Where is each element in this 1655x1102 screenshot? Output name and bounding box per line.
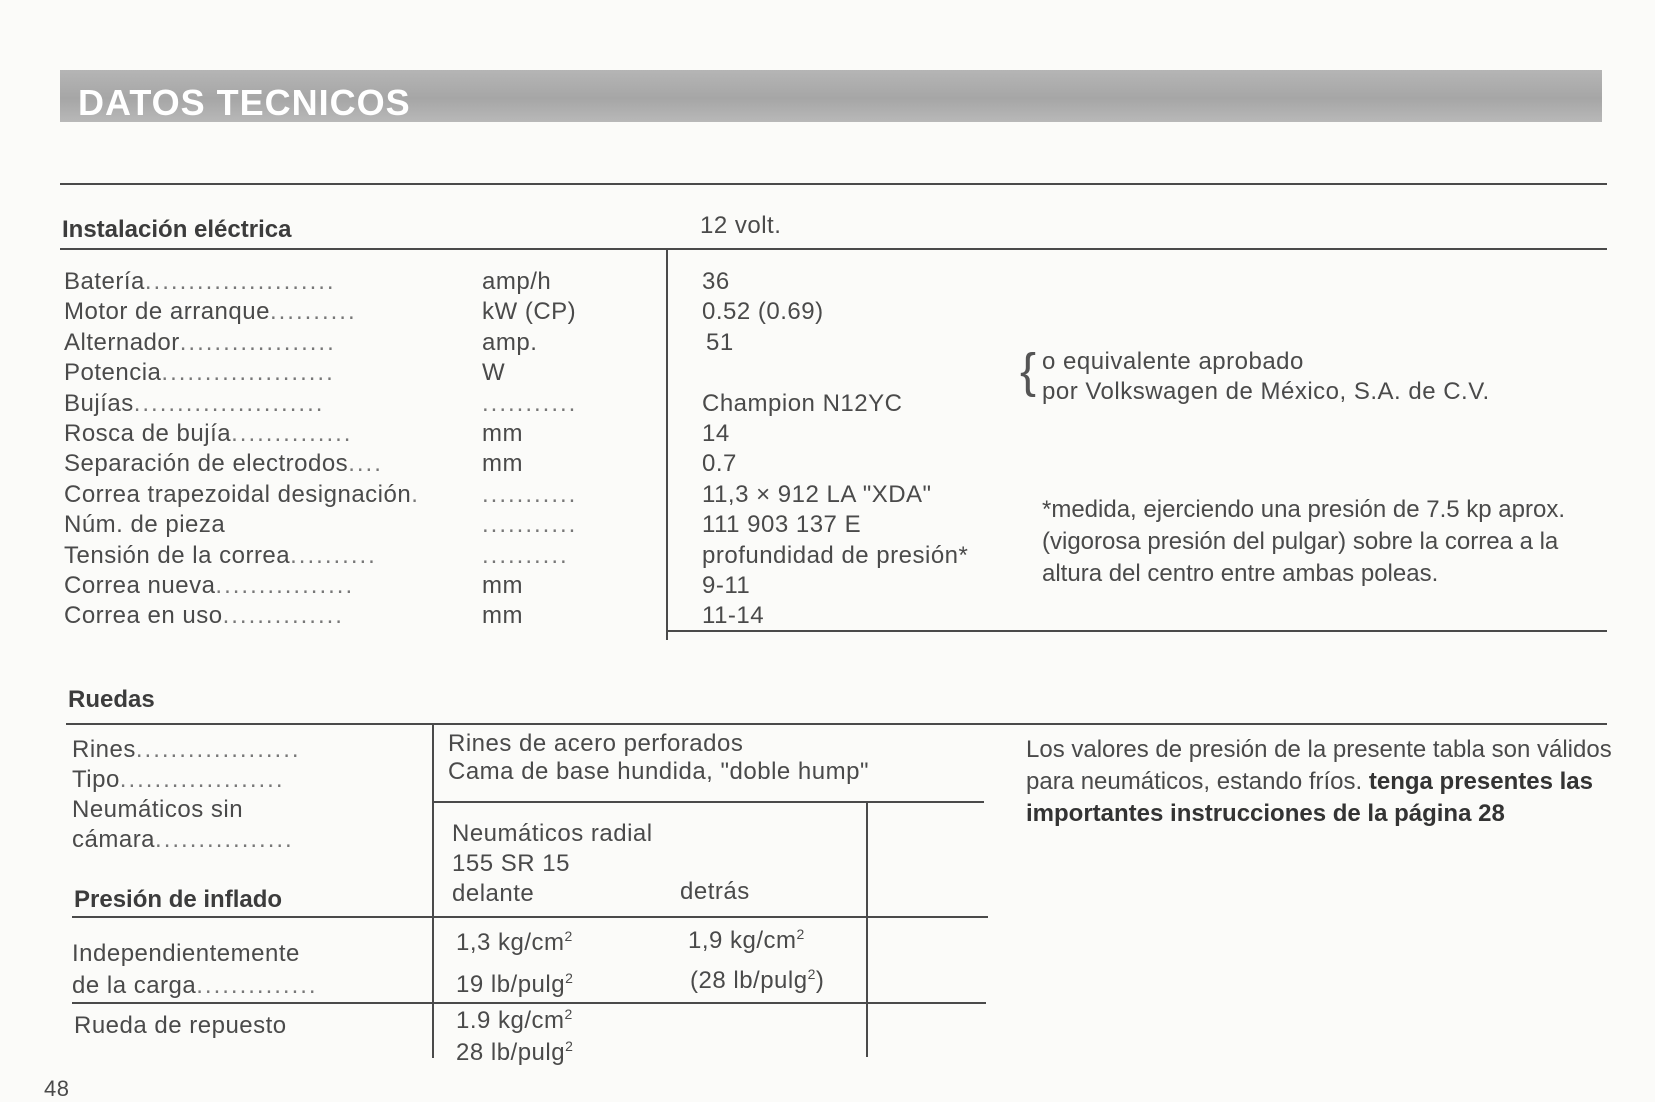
indep-label-2: de la carga.............. — [72, 972, 318, 999]
front-label: delante — [452, 880, 535, 907]
electrical-row-unit: mm — [482, 450, 523, 478]
divider-electrical-header — [60, 248, 1607, 250]
tire-size: 155 SR 15 — [452, 850, 570, 877]
electrical-row-value: 36 — [702, 268, 730, 295]
electrical-row-label: Potencia.................... — [64, 359, 335, 387]
front-pressure-lb: 19 lb/pulg$^2$ — [456, 970, 574, 998]
spare-pressure-kg: 1.9 $kg/cm^2$ — [456, 1006, 573, 1034]
electrical-row-value: 14 — [702, 420, 730, 447]
electrical-row-value: 11-14 — [702, 602, 765, 630]
electrical-row-unit: amp. — [482, 328, 538, 356]
electrical-row-unit: ........... — [482, 389, 578, 417]
divider-top — [60, 183, 1607, 185]
neumaticos-label-1: Neumáticos sin — [72, 796, 244, 823]
electrical-row-value: 51 — [706, 328, 734, 356]
electrical-row-label: Bujías...................... — [64, 389, 325, 417]
section-heading-wheels: Ruedas — [68, 686, 155, 713]
spare-pressure-lb: 28 lb/pulg$^2$ — [456, 1038, 574, 1066]
spare-label: Rueda de repuesto — [74, 1012, 287, 1039]
divider-pressure-header — [72, 916, 988, 918]
electrical-row-unit: ........... — [482, 480, 578, 508]
electrical-row-unit: mm — [482, 602, 523, 630]
electrical-row-value: 0.52 (0.69) — [702, 298, 824, 326]
electrical-row-label: Correa nueva................ — [64, 572, 355, 599]
electrical-row-label: Alternador.................. — [64, 328, 336, 356]
electrical-row-unit: ........... — [482, 511, 578, 539]
front-pressure-kg: 1,3 $kg/cm^2$ — [456, 928, 573, 956]
pressure-note: Los valores de presión de la presente tabla son válidos para neumáticos, estando fríos. tenga presentes las importantes instrucciones de la página 28 — [1026, 736, 1612, 827]
electrical-row-value: 11,3 × 912 LA "XDA" — [702, 480, 932, 508]
electrical-row-label: Separación de electrodos.... — [64, 450, 383, 478]
electrical-row-value: 0.7 — [702, 450, 737, 478]
rear-pressure-lb: (28 lb/pulg$^2$) — [690, 966, 825, 994]
page-title: DATOS TECNICOS — [78, 82, 411, 123]
belt-note: *medida, ejerciendo una presión de 7.5 kp aprox. (vigorosa presión del pulgar) sobre la correa a la altura del centro entre ambas poleas. — [1042, 496, 1566, 587]
electrical-row-value: 9-11 — [702, 572, 751, 599]
pressure-heading: Presión de inflado — [74, 886, 283, 913]
divider-electrical-bottom — [666, 630, 1607, 632]
electrical-row-label: Correa en uso.............. — [64, 602, 344, 630]
electrical-row-label: Batería...................... — [64, 268, 336, 295]
electrical-row-label: Rosca de bujía.............. — [64, 420, 353, 447]
electrical-row-value: 111 903 137 E — [702, 511, 862, 539]
divider-spare — [72, 1002, 986, 1004]
rines-value: Rines de acero perforados — [448, 730, 744, 757]
electrical-row-label: Tensión de la correa.......... — [64, 541, 377, 569]
electrical-row-label: Motor de arranque.......... — [64, 298, 357, 326]
page-number: 48 — [44, 1076, 70, 1101]
divider-electrical-column — [666, 248, 668, 640]
brace-symbol: { — [1020, 345, 1037, 398]
electrical-row-label: Correa trapezoidal designación. — [64, 480, 420, 508]
pressure-note-bold: tenga presentes las importantes instrucciones de la página 28 — [1026, 768, 1593, 827]
electrical-row-value: profundidad de presión* — [702, 541, 969, 569]
divider-tire-right — [866, 801, 868, 1057]
electrical-row-unit: .......... — [482, 541, 569, 569]
neumaticos-label-2: cámara................ — [72, 826, 294, 853]
electrical-row-unit: W — [482, 359, 506, 387]
divider-tire-header — [432, 801, 984, 803]
tipo-label: Tipo................... — [72, 766, 285, 793]
section-heading-electrical: Instalación eléctrica — [62, 216, 292, 243]
rear-label: detrás — [680, 878, 750, 905]
electrical-row-value: Champion N12YC — [702, 389, 903, 417]
electrical-row-label: Núm. de pieza — [64, 511, 226, 539]
electrical-row-unit: mm — [482, 420, 523, 447]
indep-label-1: Independientemente — [72, 940, 300, 967]
divider-wheels-column — [432, 723, 434, 1058]
rines-label: Rines................... — [72, 736, 301, 763]
spark-note-line1: o equivalente aprobado — [1042, 348, 1304, 375]
tire-type: Neumáticos radial — [452, 820, 653, 847]
spark-note-line2: por Volkswagen de México, S.A. de C.V. — [1042, 378, 1490, 405]
electrical-row-unit: mm — [482, 572, 523, 599]
electrical-row-unit: amp/h — [482, 268, 552, 295]
electrical-row-unit: kW (CP) — [482, 298, 577, 326]
rear-pressure-kg: 1,9 $kg/cm^2$ — [688, 926, 805, 954]
voltage-value: 12 volt. — [700, 212, 782, 239]
tipo-value: Cama de base hundida, "doble hump" — [448, 758, 869, 785]
divider-wheels-header — [66, 723, 1607, 725]
